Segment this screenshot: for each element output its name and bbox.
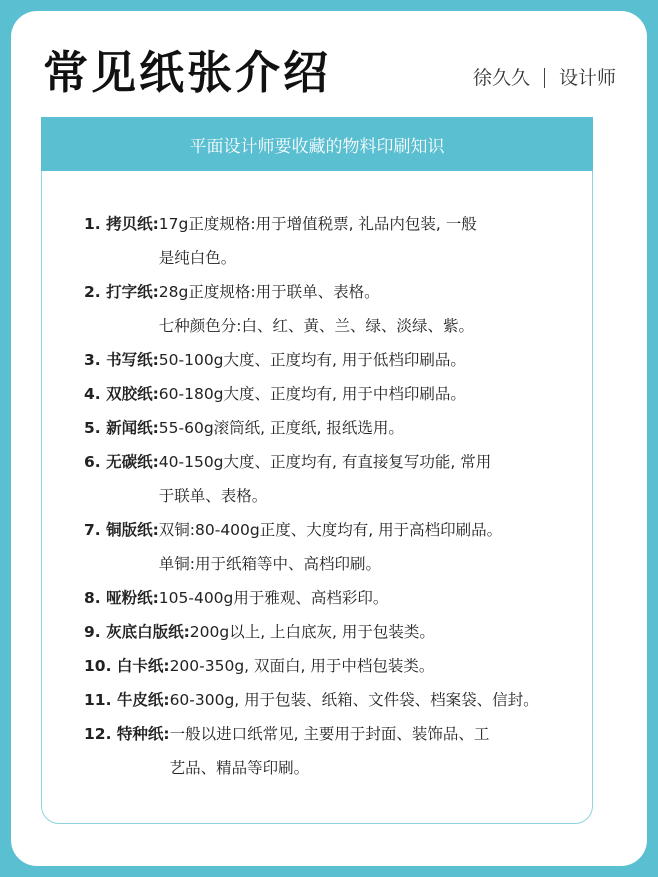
- item-description: [190, 615, 435, 649]
- item-description: [159, 207, 477, 275]
- item-name: 11. 牛皮纸:: [84, 691, 170, 709]
- item-description: [159, 377, 466, 411]
- paper-list: [84, 207, 584, 785]
- list-item: [84, 207, 584, 275]
- item-name: 8. 哑粉纸:: [84, 589, 159, 607]
- item-name: 6. 无碳纸:: [84, 453, 159, 471]
- list-item: [84, 411, 584, 445]
- list-item: [84, 275, 584, 343]
- list-item: [84, 513, 584, 581]
- byline: [473, 64, 616, 92]
- description-line: 200-350g, 双面白, 用于中档包装类。: [169, 657, 435, 675]
- description-line: 55-60g滚筒纸, 正度纸, 报纸选用。: [158, 419, 404, 437]
- description-line: 一般以进口纸常见, 主要用于封面、装饰品、工: [169, 725, 490, 743]
- description-line: 60-180g大度、正度均有, 用于中档印刷品。: [158, 385, 466, 403]
- list-item: [84, 581, 584, 615]
- description-line: 40-150g大度、正度均有, 有直接复写功能, 常用: [158, 453, 492, 471]
- item-name: 12. 特种纸:: [84, 725, 170, 743]
- description-line: 单铜:用于纸箱等中、高档印刷。: [158, 555, 382, 573]
- item-description: [159, 411, 404, 445]
- author-name: 徐久久: [472, 67, 530, 89]
- item-description: [170, 683, 539, 717]
- list-item: [84, 717, 584, 785]
- item-name: 7. 铜版纸:: [84, 521, 159, 539]
- divider: [544, 68, 545, 88]
- author-role: 设计师: [558, 67, 616, 89]
- item-name: 9. 灰底白版纸:: [84, 623, 190, 641]
- description-line: 17g正度规格:用于增值税票, 礼品内包装, 一般: [158, 215, 477, 233]
- item-name: 4. 双胶纸:: [84, 385, 159, 403]
- list-item: [84, 445, 584, 513]
- item-description: [159, 513, 502, 581]
- list-item: [84, 683, 584, 717]
- description-line: 28g正度规格:用于联单、表格。: [158, 283, 380, 301]
- description-line: 50-100g大度、正度均有, 用于低档印刷品。: [158, 351, 466, 369]
- description-line: 是纯白色。: [158, 249, 237, 267]
- section-banner: 平面设计师要收藏的物料印刷知识: [41, 117, 593, 171]
- item-description: [159, 581, 389, 615]
- description-line: 200g以上, 上白底灰, 用于包装类。: [189, 623, 435, 641]
- description-line: 105-400g用于雅观、高档彩印。: [158, 589, 389, 607]
- item-name: 10. 白卡纸:: [84, 657, 170, 675]
- description-line: 七种颜色分:白、红、黄、兰、绿、淡绿、紫。: [158, 317, 475, 335]
- description-line: 60-300g, 用于包装、纸箱、文件袋、档案袋、信封。: [169, 691, 539, 709]
- description-line: 于联单、表格。: [158, 487, 268, 505]
- item-description: [170, 717, 490, 785]
- item-description: [159, 445, 491, 513]
- page-title: 常见纸张介绍: [43, 46, 332, 99]
- item-name: 3. 书写纸:: [84, 351, 159, 369]
- list-item: [84, 377, 584, 411]
- description-line: 双铜:80-400g正度、大度均有, 用于高档印刷品。: [158, 521, 503, 539]
- item-description: [159, 275, 474, 343]
- item-name: 2. 打字纸:: [84, 283, 159, 301]
- item-name: 1. 拷贝纸:: [84, 215, 159, 233]
- list-item: [84, 649, 584, 683]
- item-description: [170, 649, 435, 683]
- item-name: 5. 新闻纸:: [84, 419, 159, 437]
- list-item: [84, 615, 584, 649]
- item-description: [159, 343, 466, 377]
- list-item: [84, 343, 584, 377]
- description-line: 艺品、精品等印刷。: [169, 759, 310, 777]
